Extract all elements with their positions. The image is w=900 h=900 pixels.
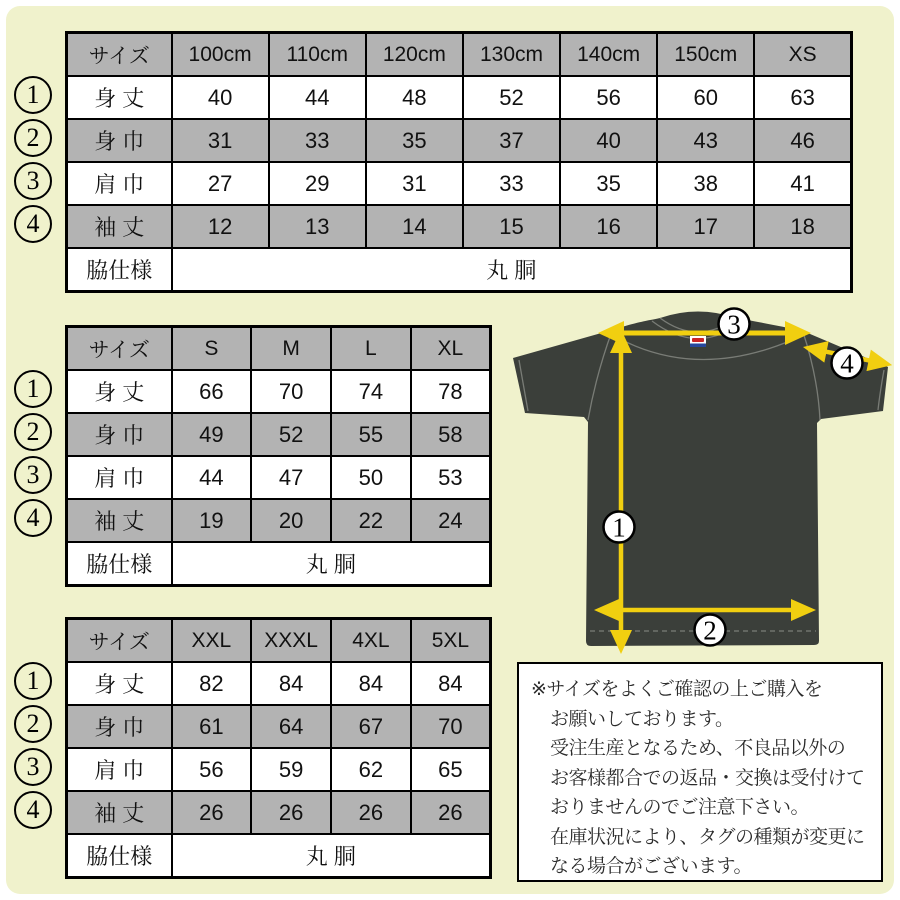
size-header-row [67, 327, 491, 371]
side-spec-value-cell: 丸 胴 [172, 542, 491, 586]
measure-label-cell: 身 丈 [67, 76, 172, 119]
size-value-cell: 27 [172, 162, 269, 205]
row-marker-digit: 3 [26, 166, 40, 195]
row-marker-4 [14, 791, 52, 829]
size-value-cell: 58 [411, 413, 491, 456]
measure-label-cell: 肩 巾 [67, 162, 172, 205]
table-row [67, 76, 852, 119]
row-marker-digit: 4 [26, 503, 40, 532]
row-marker-2 [14, 119, 52, 157]
measure-marker-digit: 1 [612, 512, 626, 543]
measure-label-cell: 袖 丈 [67, 205, 172, 248]
measure-label-cell: 身 巾 [67, 705, 172, 748]
size-value-cell: 82 [172, 662, 252, 705]
size-header-cell: 140cm [560, 33, 657, 77]
size-value-cell: 50 [331, 456, 411, 499]
size-value-cell: 19 [172, 499, 252, 542]
size-value-cell: 31 [366, 162, 463, 205]
side-spec-label-cell: 脇仕様 [67, 834, 172, 878]
size-header-row [67, 619, 491, 663]
size-value-cell: 31 [172, 119, 269, 162]
size-value-cell: 41 [754, 162, 851, 205]
row-marker-digit: 3 [26, 460, 40, 489]
row-marker-digit: 3 [26, 752, 40, 781]
size-value-cell: 46 [754, 119, 851, 162]
measure-label-cell: 身 丈 [67, 662, 172, 705]
size-value-cell: 55 [331, 413, 411, 456]
measure-label-cell: 肩 巾 [67, 456, 172, 499]
table-row [67, 413, 491, 456]
size-value-cell: 26 [331, 791, 411, 834]
size-value-cell: 24 [411, 499, 491, 542]
side-spec-label-cell: 脇仕様 [67, 542, 172, 586]
size-value-cell: 33 [463, 162, 560, 205]
row-marker-2 [14, 705, 52, 743]
row-marker-2 [14, 413, 52, 451]
size-header-cell: 120cm [366, 33, 463, 77]
size-value-cell: 70 [251, 370, 331, 413]
measure-marker-digit: 3 [727, 309, 741, 340]
notice-line: お客様都合での返品・交換は受付けて [550, 767, 865, 789]
size-value-cell: 52 [251, 413, 331, 456]
size-value-cell: 84 [331, 662, 411, 705]
row-marker-4 [14, 499, 52, 537]
notice-line: なる場合がございます。 [550, 856, 752, 877]
size-value-cell: 49 [172, 413, 252, 456]
size-value-cell: 26 [411, 791, 491, 834]
size-header-cell: 100cm [172, 33, 269, 77]
size-header-cell: XXL [172, 619, 252, 663]
neck-tag [690, 336, 706, 347]
side-spec-row [67, 248, 852, 292]
size-header-label-cell: サイズ [67, 619, 172, 663]
row-marker-3 [14, 456, 52, 494]
size-value-cell: 78 [411, 370, 491, 413]
size-value-cell: 84 [411, 662, 491, 705]
size-header-cell: XS [754, 33, 851, 77]
table-row [67, 748, 491, 791]
size-value-cell: 65 [411, 748, 491, 791]
size-value-cell: 47 [251, 456, 331, 499]
row-marker-1 [14, 662, 52, 700]
notice-line: おりませんのでご注意下さい。 [550, 797, 810, 818]
size-header-cell: L [331, 327, 411, 371]
size-value-cell: 13 [269, 205, 366, 248]
side-spec-label-cell: 脇仕様 [67, 248, 172, 292]
notice-line: 在庫状況により、タグの種類が変更に [550, 826, 865, 848]
size-table-big [65, 617, 492, 879]
size-value-cell: 14 [366, 205, 463, 248]
size-value-cell: 84 [251, 662, 331, 705]
side-spec-value-cell: 丸 胴 [172, 248, 852, 292]
size-table-adult [65, 325, 492, 587]
row-marker-digit: 2 [26, 417, 40, 446]
size-header-cell: 5XL [411, 619, 491, 663]
table-row [67, 705, 491, 748]
size-value-cell: 52 [463, 76, 560, 119]
row-marker-digit: 4 [26, 209, 40, 238]
size-value-cell: 74 [331, 370, 411, 413]
row-marker-4 [14, 205, 52, 243]
row-marker-digit: 4 [26, 795, 40, 824]
size-header-cell: 130cm [463, 33, 560, 77]
size-value-cell: 26 [251, 791, 331, 834]
table-row [67, 456, 491, 499]
measure-label-cell: 身 巾 [67, 119, 172, 162]
notice-line: 受注生産となるため、不良品以外の [550, 738, 846, 759]
size-value-cell: 38 [657, 162, 754, 205]
size-value-cell: 40 [560, 119, 657, 162]
size-value-cell: 61 [172, 705, 252, 748]
size-value-cell: 22 [331, 499, 411, 542]
size-value-cell: 35 [560, 162, 657, 205]
size-header-cell: 110cm [269, 33, 366, 77]
size-value-cell: 59 [251, 748, 331, 791]
size-value-cell: 62 [331, 748, 411, 791]
size-value-cell: 44 [172, 456, 252, 499]
row-marker-3 [14, 748, 52, 786]
size-value-cell: 37 [463, 119, 560, 162]
size-header-label-cell: サイズ [67, 33, 172, 77]
side-spec-value-cell: 丸 胴 [172, 834, 491, 878]
size-value-cell: 33 [269, 119, 366, 162]
size-value-cell: 12 [172, 205, 269, 248]
side-spec-row [67, 542, 491, 586]
row-marker-digit: 2 [26, 123, 40, 152]
measure-label-cell: 身 巾 [67, 413, 172, 456]
row-marker-digit: 1 [26, 80, 40, 109]
measure-label-cell: 身 丈 [67, 370, 172, 413]
size-value-cell: 15 [463, 205, 560, 248]
size-value-cell: 67 [331, 705, 411, 748]
row-marker-3 [14, 162, 52, 200]
size-header-cell: XXXL [251, 619, 331, 663]
size-header-row [67, 33, 852, 77]
row-marker-digit: 1 [26, 666, 40, 695]
size-value-cell: 16 [560, 205, 657, 248]
size-table-kids [65, 31, 853, 293]
size-value-cell: 70 [411, 705, 491, 748]
size-value-cell: 18 [754, 205, 851, 248]
measure-marker-digit: 4 [840, 348, 854, 379]
size-value-cell: 63 [754, 76, 851, 119]
size-value-cell: 40 [172, 76, 269, 119]
size-value-cell: 29 [269, 162, 366, 205]
purchase-notice-box [517, 662, 883, 882]
size-header-label-cell: サイズ [67, 327, 172, 371]
row-marker-1 [14, 370, 52, 408]
size-header-cell: S [172, 327, 252, 371]
row-marker-1 [14, 76, 52, 114]
table-row [67, 370, 491, 413]
size-value-cell: 60 [657, 76, 754, 119]
table-row [67, 205, 852, 248]
table-row [67, 162, 852, 205]
tshirt-diagram [500, 300, 900, 660]
size-value-cell: 56 [172, 748, 252, 791]
table-row [67, 662, 491, 705]
side-spec-row [67, 834, 491, 878]
size-value-cell: 43 [657, 119, 754, 162]
size-value-cell: 66 [172, 370, 252, 413]
table-row [67, 119, 852, 162]
size-header-cell: M [251, 327, 331, 371]
size-value-cell: 35 [366, 119, 463, 162]
size-value-cell: 48 [366, 76, 463, 119]
measure-label-cell: 肩 巾 [67, 748, 172, 791]
measure-label-cell: 袖 丈 [67, 499, 172, 542]
size-value-cell: 26 [172, 791, 252, 834]
notice-line: ※サイズをよくご確認の上ご購入を [531, 679, 823, 700]
size-header-cell: XL [411, 327, 491, 371]
size-header-cell: 150cm [657, 33, 754, 77]
size-value-cell: 20 [251, 499, 331, 542]
size-value-cell: 56 [560, 76, 657, 119]
row-marker-digit: 2 [26, 709, 40, 738]
size-header-cell: 4XL [331, 619, 411, 663]
table-row [67, 791, 491, 834]
size-value-cell: 44 [269, 76, 366, 119]
row-marker-digit: 1 [26, 374, 40, 403]
notice-line: お願いしております。 [550, 708, 734, 730]
table-row [67, 499, 491, 542]
size-value-cell: 64 [251, 705, 331, 748]
size-value-cell: 17 [657, 205, 754, 248]
measure-marker-digit: 2 [703, 615, 717, 646]
measure-label-cell: 袖 丈 [67, 791, 172, 834]
size-value-cell: 53 [411, 456, 491, 499]
